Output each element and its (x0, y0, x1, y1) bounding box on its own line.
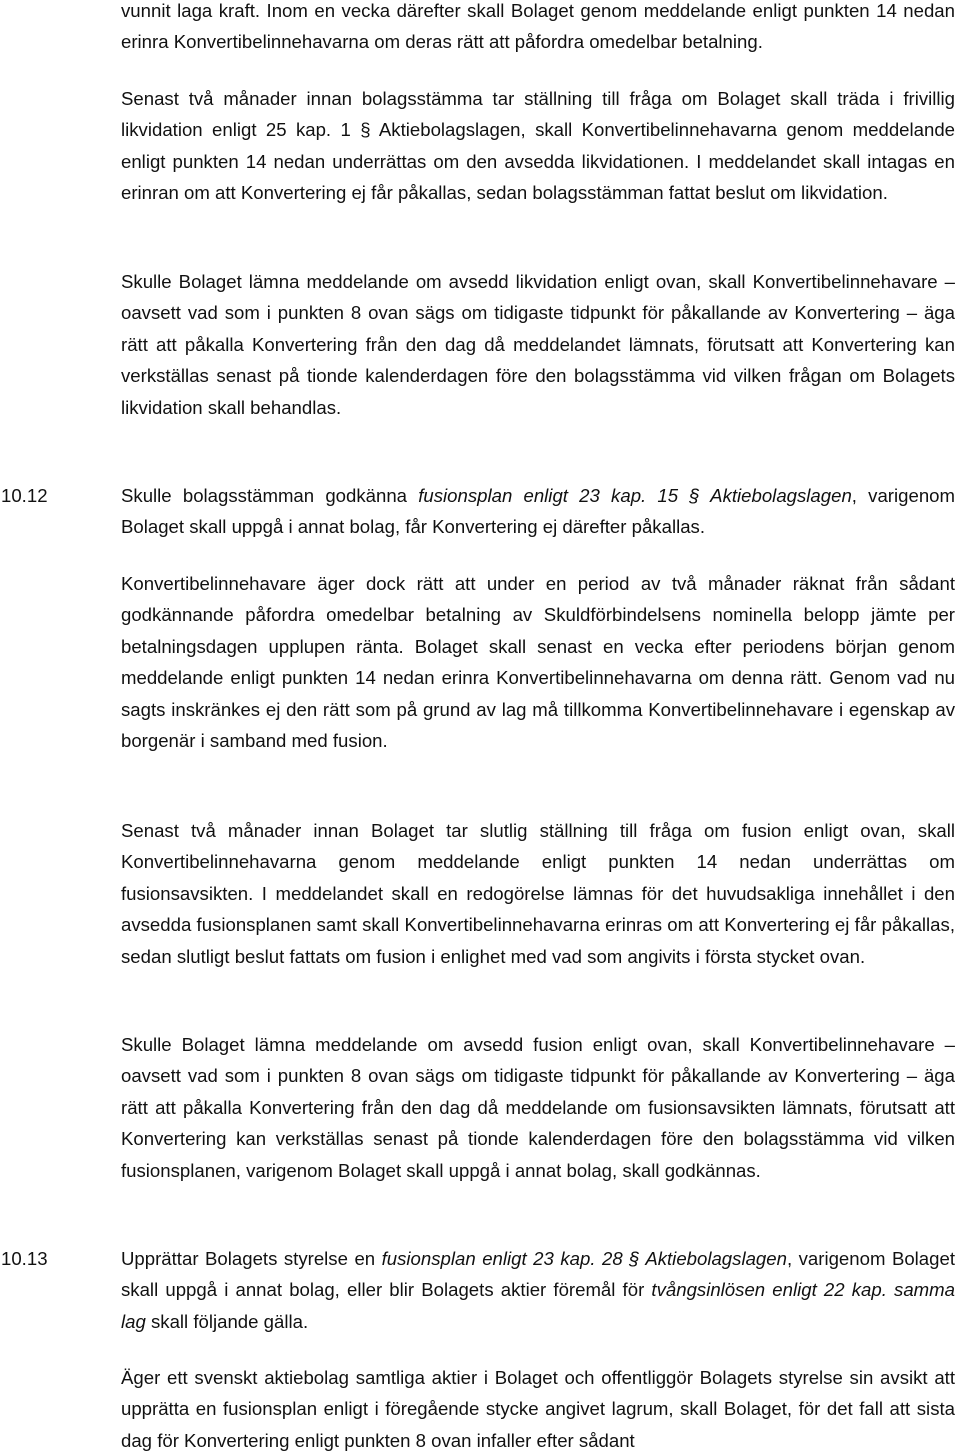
paragraph-text: Skulle Bolaget lämna meddelande om avsedd fusion enligt ovan, skall Konvertibelinnehavare – oavsett vad som i punkten 8 ovan sägs om tidigaste tidpunkt för påkallande av Konvertering – äga rätt att påkalla Konvertering från den dag då meddelande om fusionsavsikten lämnats, förutsatt att Konvertering kan verkställas senast på tionde kalenderdagen före den bolagsstämma vid vilken fusionsplanen, varigenom Bolaget skall uppgå i annat bolag, skall godkännas. (121, 1034, 955, 1181)
paragraph-1 (121, 0, 955, 58)
section-text-part: , varigenom Bolaget skall uppgå i annat bolag, får Konvertering ej därefter påkallas. (121, 485, 955, 538)
paragraph-3 (121, 266, 955, 423)
paragraph-5 (121, 815, 955, 972)
section-text-emphasis: fusionsplan enligt 23 kap. 28 § Aktiebolagslagen (381, 1248, 787, 1269)
section-10-12 (121, 480, 955, 543)
paragraph-7 (121, 1362, 955, 1456)
section-number-10-13: 10.13 (1, 1248, 48, 1269)
paragraph-4 (121, 568, 955, 756)
section-10-13 (121, 1243, 955, 1337)
section-text-emphasis: tvångsinlösen enligt 22 kap. samma lag (121, 1279, 955, 1332)
section-text-part: Upprättar Bolagets styrelse en (121, 1248, 382, 1269)
section-text-part: skall följande gälla. (145, 1310, 309, 1332)
paragraph-text: Skulle Bolaget lämna meddelande om avsedd likvidation enligt ovan, skall Konvertibelinnehavare – oavsett vad som i punkten 8 ovan sägs om tidigaste tidpunkt för påkallande av Konvertering – äga rätt att påkalla Konvertering från den dag då meddelandet lämnats, förutsatt att Konvertering kan verkställas senast på tionde kalenderdagen före den bolagsstämma vid vilken frågan om Bolagets likvidation skall behandlas. (121, 271, 955, 418)
paragraph-text: vunnit laga kraft. Inom en vecka därefter skall Bolaget genom meddelande enligt punkten 14 nedan erinra Konvertibelinnehavarna om deras rätt att påfordra omedelbar betalning. (121, 0, 955, 53)
paragraph-6 (121, 1029, 955, 1186)
section-text (121, 1243, 955, 1337)
section-number-10-12: 10.12 (1, 485, 48, 506)
section-text (121, 480, 955, 543)
section-text-emphasis: fusionsplan enligt 23 kap. 15 § Aktiebolagslagen (418, 485, 852, 506)
paragraph-text: Äger ett svenskt aktiebolag samtliga aktier i Bolaget och offentliggör Bolagets styrelse sin avsikt att upprätta en fusionsplan enligt i föregående stycke angivet lagrum, skall Bolaget, för det fall att sista dag för Konvertering enligt punkten 8 ovan infaller efter sådant (121, 1367, 955, 1451)
paragraph-text: Senast två månader innan Bolaget tar slutlig ställning till fråga om fusion enligt ovan, skall Konvertibelinnehavarna genom meddelande enligt punkten 14 nedan underrättas om fusionsavsikten. I meddelandet skall en redogörelse lämnas för det huvudsakliga innehållet i den avsedda fusionsplanen samt skall Konvertibelinnehavarna erinras om att Konvertering ej får påkallas, sedan slutligt beslut fattats om fusion i enlighet med vad som angivits i första stycket ovan. (121, 820, 955, 967)
paragraph-2 (121, 83, 955, 209)
paragraph-text: Konvertibelinnehavare äger dock rätt att under en period av två månader räknat från sådant godkännande påfordra omedelbar betalning av Skuldförbindelsens nominella belopp jämte per betalningsdagen upplupen ränta. Bolaget skall senast en vecka efter periodens början genom meddelande enligt punkten 14 nedan erinra Konvertibelinnehavarna om denna rätt. Genom vad nu sagts inskränkes ej den rätt som på grund av lag må tillkomma Konvertibelinnehavare i egenskap av borgenär i samband med fusion. (121, 573, 955, 752)
section-text-part: , varigenom Bolaget skall uppgå i annat bolag, eller blir Bolagets aktier föremål för (121, 1248, 956, 1301)
paragraph-text: Senast två månader innan bolagsstämma tar ställning till fråga om Bolaget skall träda i frivillig likvidation enligt 25 kap. 1 § Aktiebolagslagen, skall Konvertibelinnehavarna genom meddelande enligt punkten 14 nedan underrättas om den avsedda likvidationen. I meddelandet skall intagas en erinran om att Konvertering ej får påkallas, sedan bolagsstämman fattat beslut om likvidation. (121, 88, 955, 204)
section-text-part: Skulle bolagsstämman godkänna (121, 485, 419, 506)
